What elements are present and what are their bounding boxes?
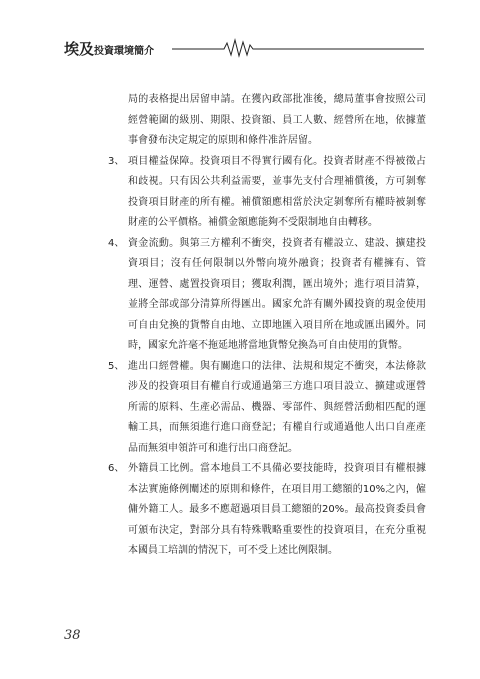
running-header: [64, 36, 424, 58]
list-item-text: 進出口經營權。與有關進口的法律、法規和規定不衝突，本法條款涉及的投資項目有權自行或通過第三方進口項目設立、擴建或運營所需的原料、生產必需品、機器、零部件、與經營活動相匹配的運輸工具，而無須進行進口商登記；有權自行或通過他人出口自產產品而無須申領許可和進行出口商登記。: [128, 360, 426, 454]
list-item-number: 6、: [108, 463, 125, 474]
list-item-text: 項目權益保障。投資項目不得實行國有化。投資者財產不得被徵占和歧視。只有因公共利益需要，並事先支付合理補償後，方可剝奪投資項目財產的所有權。補償額應相當於決定剝奪所有權時被剝奪財產的公平價格。補償金額應能夠不受限制地自由轉移。: [128, 155, 426, 228]
list-item-text: 外籍員工比例。當本地員工不具備必要技能時，投資項目有權根據本法實施條例闡述的原則和條件，在項目用工總額的10%之內，僱傭外籍工人。最多不應超過項目員工總額的20%。最高投資委員會可頒布決定，對部分具有特殊戰略重要性的投資項目，在充分重視本國員工培訓的情況下，可不受上述比例限制。: [128, 463, 426, 556]
header-wave-rule: [172, 36, 424, 58]
list-item-number: 3、: [108, 155, 125, 167]
list-item: [108, 234, 426, 357]
list-item: [108, 459, 426, 562]
header-title: [64, 38, 154, 59]
list-item-text: 資金流動。與第三方權利不衝突，投資者有權設立、建設、擴建投資項目；沒有任何限制以外幣向境外融資；投資者有權擁有、管理、運營、處置投資項目；獲取利潤，匯出境外；進行項目清算，並將全部或部分清算所得匯出。國家允許有關外國投資的現金使用可自由兌換的貨幣自由地、立即地匯入項目所在地或匯出國外。同時，國家允許毫不拖延地將當地貨幣兌換為可自由使用的貨幣。: [128, 237, 426, 351]
header-title-subtitle: 投資環境簡介: [94, 46, 155, 57]
page-number: 38: [64, 628, 81, 643]
list-item-number: 4、: [108, 237, 125, 249]
list-item: [108, 152, 426, 234]
intro-continuation: 局的表格提出居留申請。在獲內政部批准後，總局董事會按照公司經營範圍的級別、期限、投資額、員工人數、經營所在地，依據董事會發布決定規定的原則和條件准許居留。: [128, 94, 426, 146]
main-content: [108, 90, 426, 562]
list-item: [108, 357, 426, 460]
header-title-country: 埃及: [64, 40, 95, 58]
list-item-number: 5、: [108, 360, 125, 372]
